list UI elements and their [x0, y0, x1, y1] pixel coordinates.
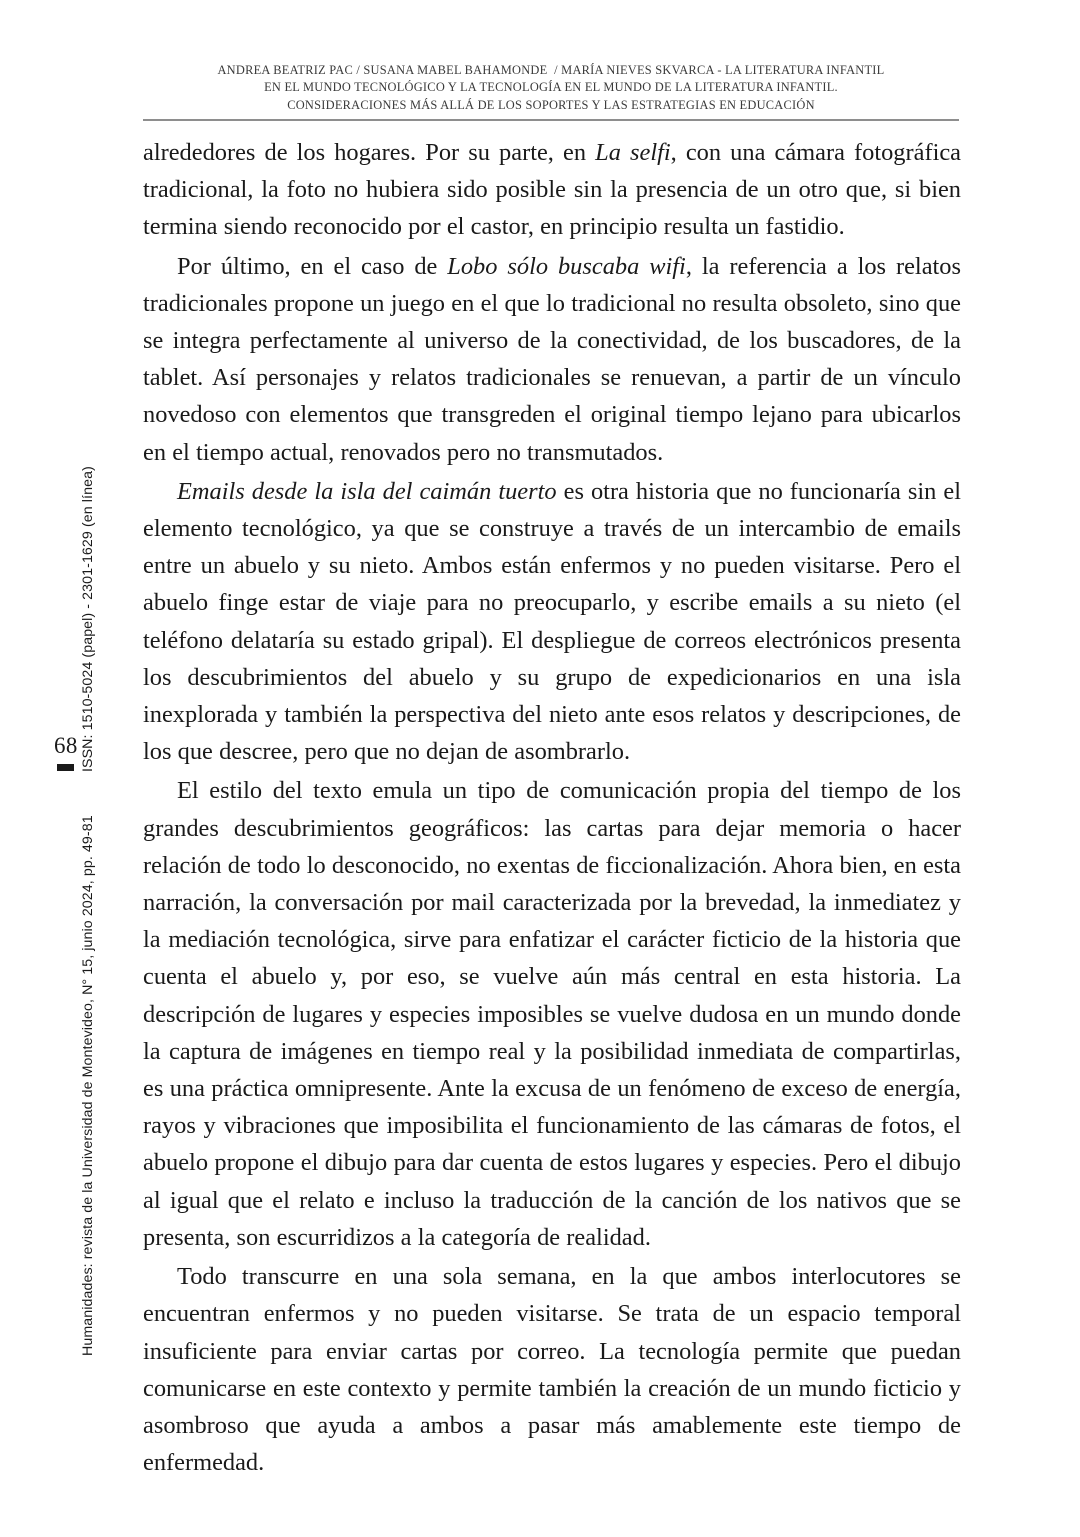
page-number: 68 [54, 733, 78, 758]
running-head-line-2: EN EL MUNDO TECNOLÓGICO Y LA TECNOLOGÍA EN EL MUNDO DE LA LITERATURA INFANTIL. [264, 80, 838, 95]
side-margin-rail [0, 0, 120, 1537]
running-head [143, 62, 959, 114]
paragraph-1-text-a: alrededores de los hogares. Por su parte, en [143, 139, 596, 166]
paragraph-2-text-a: Por último, en el caso de [177, 252, 448, 280]
journal-citation-text: Humanidades: revista de la Universidad de Montevideo, N° 15, junio 2024, pp. 49-81 [80, 815, 96, 1356]
issn-text: ISSN: 1510-5024 (papel) - 2301-1629 (en línea) [80, 466, 96, 772]
running-head-line-3: CONSIDERACIONES MÁS ALLÁ DE LOS SOPORTES Y LAS ESTRATEGIAS EN EDUCACIÓN [287, 97, 815, 112]
paragraph-3-text-b: es otra historia que no funcionaría sin el elemento tecnológico, ya que se construye a través de un intercambio de emails entre un abuelo y su nieto. Ambos están enfermos y no pueden visitarse. Pero el abuelo finge estar de viaje para no preocuparlo, y escribe emails a su nieto (el teléfono delataría su estado gripal). El despliegue de correos electrónicos presenta los descubrimientos del abuelo y su grupo de expedicionarios en una isla inexplorada y también la perspectiva del nieto ante esos relatos y descripciones, de los que descree, pero que no dejan de asombrarlo. [143, 477, 961, 766]
paragraph-3 [143, 473, 961, 771]
header-divider-rule [143, 119, 959, 121]
paragraph-1 [143, 134, 961, 246]
book-title-la-selfi: La selfi [595, 139, 671, 166]
paragraph-4: El estilo del texto emula un tipo de comunicación propia del tiempo de los grandes descubrimientos geográficos: las cartas para dejar memoria o hacer relación de todo lo desconocido, no exentas de ficcionalización. Ahora bien, en esta narración, la conversación por mail caracterizada por la brevedad, la inmediatez y la mediación tecnológica, sirve para enfatizar el carácter ficticio de la historia que cuenta el abuelo y, por eso, se vuelve aún más central en esta historia. La descripción de lugares y especies imposibles se vuelve dudosa en un mundo donde la captura de imágenes en tiempo real y la posibilidad inmediata de compartirlas, es una práctica omnipresente. Ante la excusa de un fenómeno de exceso de energía, rayos y vibraciones que imposibilita el funcionamiento de las cámaras de fotos, el abuelo propone el dibujo para dar cuenta de estos lugares y especies. Pero el dibujo al igual que el relato e incluso la traducción de la canción de los nativos que se presenta, son escurridizos a la categoría de realidad. [143, 777, 961, 1251]
book-title-emails-desde-la-isla-del-caiman-tuerto: Emails desde la isla del caimán tuerto [177, 477, 557, 505]
paragraph-5: Todo transcurre en una sola semana, en la que ambos interlocutores se encuentran enfermos y no pueden visitarse. Se trata de un espacio temporal insuficiente para enviar cartas por correo. La tecnología permite que puedan comunicarse en este contexto y permite también la creación de un mundo ficticio y asombroso que ayuda a ambos a pasar más amablemente este tiempo de enfermedad. [143, 1263, 961, 1477]
paragraph-2 [143, 248, 961, 471]
paragraph-2-text-b: , la referencia a los relatos tradicionales propone un juego en el que lo tradicional no resulta obsoleto, sino que se integra perfectamente al universo de la conectividad, de los buscadores, de la tablet. Así personajes y relatos tradicionales se renuevan, a partir de un vínculo novedoso con elementos que transgreden el original tiempo lejano para ubicarlos en el tiempo actual, renovados pero no transmutados. [143, 252, 961, 466]
paragraph-1-text-b: , con una cámara fotográfica tradicional, la foto no hubiera sido posible sin la presencia de un otro que, si bien termina siendo reconocido por el castor, en principio resulta un fastidio. [143, 139, 961, 241]
body-text-column [143, 134, 961, 1483]
running-head-line-1: ANDREA BEATRIZ PAC / SUSANA MABEL BAHAMONDE / MARÍA NIEVES SKVARCA - LA LITERATURA INFANTIL [217, 63, 885, 77]
page-number-marker [57, 764, 74, 771]
book-title-lobo-solo-buscaba-wifi: Lobo sólo buscaba wifi [447, 252, 686, 280]
